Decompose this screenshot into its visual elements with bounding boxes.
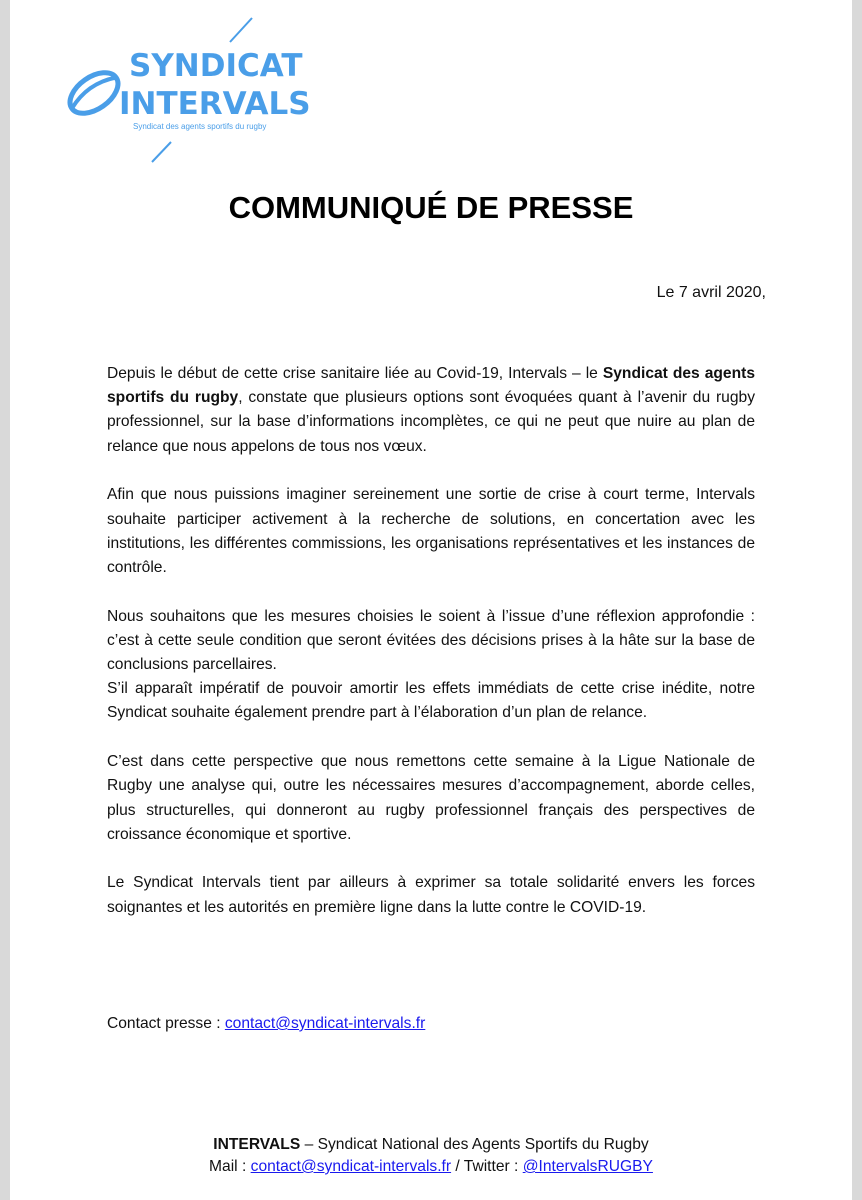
footer-org-line [10, 1134, 852, 1156]
footer-mail-label: Mail : [209, 1158, 251, 1175]
paragraph-1-rest: , constate que plusieurs options sont évoquées quant à l’avenir du rugby professionnel, sur la base d’informations incomplètes, ce qui ne peut que nuire au plan de relance que nous appelons de tous nos vœux. [107, 389, 755, 455]
footer-contact-line [10, 1156, 852, 1178]
press-contact [107, 1015, 425, 1033]
footer-mail-link[interactable]: contact@syndicat-intervals.fr [250, 1158, 452, 1175]
logo-text-syndicat: SYNDICAT [129, 48, 303, 84]
paragraph-4: S’il apparaît impératif de pouvoir amortir les effets immédiats de cette crise inédite, notre Syndicat souhaite également prendre part à l’élaboration d’un plan de relance. [107, 680, 755, 722]
date-line: Le 7 avril 2020, [656, 284, 766, 301]
paragraph-1-bold: Syndicat des agents sportifs du rugby [107, 365, 755, 407]
paragraph-3: Nous souhaitons que les mesures choisies le soient à l’issue d’une réflexion approfondie : c’est à cette seule condition que seront évitées des décisions prises à la hâte sur la base de conclusions parcellaires. [107, 607, 755, 674]
contact-label: Contact presse : [107, 1015, 225, 1032]
paragraph-5: C’est dans cette perspective que nous remettons cette semaine à la Ligue Nationale de Rugby une analyse qui, outre les nécessaires mesures d’accompagnement, aborde celles, plus structurelles, qui donneront au rugby professionnel français des perspectives de croissance économique et sportive. [107, 753, 755, 843]
footer-org-desc: – Syndicat National des Agents Sportifs du Rugby [300, 1136, 649, 1153]
footer-org-name: INTERVALS [213, 1136, 301, 1153]
logo-tagline: Syndicat des agents sportifs du rugby [133, 122, 267, 131]
paragraph-6: Le Syndicat Intervals tient par ailleurs à exprimer sa totale solidarité envers les forces soignantes et les autorités en première ligne dans la lutte contre le COVID-19. [107, 874, 755, 916]
logo-text-intervals: INTERVALS [119, 86, 311, 122]
footer [10, 1134, 852, 1178]
syndicat-intervals-logo [60, 10, 310, 170]
footer-twitter-link[interactable]: @IntervalsRUGBY [522, 1158, 653, 1175]
paragraph-1 [107, 362, 755, 459]
contact-email-link[interactable]: contact@syndicat-intervals.fr [224, 1015, 426, 1032]
rugby-ball-icon [63, 64, 126, 121]
paragraph-1-intro: Depuis le début de cette crise sanitaire liée au Covid-19, Intervals – le [107, 365, 603, 382]
footer-twitter-label: / Twitter : [451, 1158, 523, 1175]
press-release-body [107, 362, 755, 944]
page-title: COMMUNIQUÉ DE PRESSE [228, 190, 634, 225]
paragraph-2: Afin que nous puissions imaginer sereinement une sortie de crise à court terme, Intervals souhaite participer activement à la recherche de solutions, en concertation avec les institutions, les différentes commissions, les organisations représentatives et les instances de contrôle. [107, 486, 755, 576]
press-release-page [10, 0, 852, 1200]
